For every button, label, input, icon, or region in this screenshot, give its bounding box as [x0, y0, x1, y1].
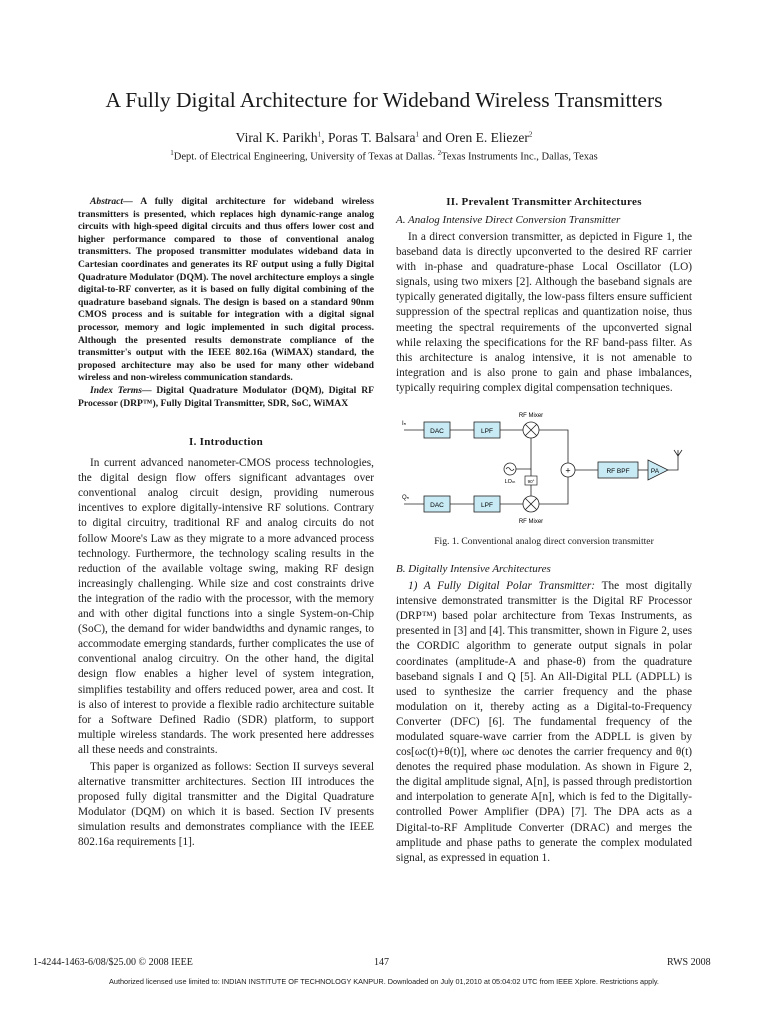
intro-paragraph-2: This paper is organized as follows: Section II surveys several alternative transmitter architectures. Section III introduces the proposed fully digital transmitter and the Digital Quadrature Modulator (DQM) on which it is based. Section IV presents simulation results and demonstrates compliance with the IEEE 802.16a requirements [1]. — [78, 760, 374, 849]
affiliation-dept: Dept. of Electrical Engineering, University of Texas at Dallas. — [173, 151, 438, 163]
author-separator: , — [321, 130, 328, 145]
signal-line — [539, 477, 568, 504]
rf-bpf-label: RF BPF — [606, 468, 630, 476]
q-input-label: Qₙ — [402, 495, 410, 502]
lpf-label-bottom: LPF — [481, 502, 493, 510]
phase-shift-label: 90° — [527, 479, 535, 485]
abstract-paragraph — [78, 196, 374, 385]
mixer-label-top: RF Mixer — [518, 413, 544, 420]
affiliation-marker: 1 — [317, 130, 322, 139]
affiliation-marker: 1 — [415, 130, 420, 139]
affiliation-marker: 2 — [437, 149, 442, 157]
abstract — [78, 196, 374, 410]
dac-label-bottom: DAC — [430, 502, 444, 510]
affiliation-company: Texas Instruments Inc., Dallas, Texas — [441, 151, 598, 163]
author-separator: and — [419, 130, 446, 145]
paper-title: A Fully Digital Architecture for Wideband Wireless Transmitters — [105, 88, 663, 112]
polar-paragraph — [396, 579, 692, 866]
lpf-label-top: LPF — [481, 428, 493, 436]
section-heading-introduction: I. Introduction — [189, 436, 263, 449]
block-diagram — [396, 408, 692, 530]
footer-copyright: 1-4244-1463-6/08/$25.00 © 2008 IEEE — [33, 957, 193, 968]
section-heading-architectures: II. Prevalent Transmitter Architectures — [446, 196, 642, 208]
intro-paragraph-1: In current advanced nanometer-CMOS process technologies, the digital design flow offers significant advantages over conventional analog circuit design, providing numerous incentives to explore digitally-intensive RF solutions. Contrary to digital circuitry, traditional RF and analog circuits do not follow Moore's Law as they migrate to a more advanced process technology. Furthermore, the technology scaling results in the reduction of the available voltage swing, making RF design increasingly challenging. While size and cost constraints drive the integration of the radio with the processor, with the memory and with other digital functions into a single System-on-Chip (SoC), the demand for wider bandwidths and dynamic ranges, to accommodate emerging standards, further complicates the use of conventional analog circuitry. On the other hand, the digital design flow enables a higher level of system integration, simplifies testability and offers reduced power, area and cost. It is also of interest to provide a flexible radio architecture suitable for a Software Defined Radio (SDR) platform, to support multiple wireless standards. The work presented here addresses all these needs and constraints. — [78, 457, 374, 756]
index-terms-text: — Digital Quadrature Modulator (DQM), Digital RF Processor (DRP™), Fully Digital Transmitter, SDR, SoC, WiMAX — [78, 384, 374, 409]
subsection-heading-analog: A. Analog Intensive Direct Conversion Transmitter — [396, 214, 621, 226]
antenna-icon — [674, 450, 682, 456]
summer-label: + — [565, 465, 571, 476]
dac-label-top: DAC — [430, 428, 444, 436]
antenna-feed — [668, 454, 678, 470]
footer-conference: RWS 2008 — [667, 957, 711, 968]
analog-paragraph: In a direct conversion transmitter, as depicted in Figure 1, the baseband data is directly upconverted to the desired RF carrier with in-phase and quadrature-phase Local Oscillator (LO) signals, using two mixers [2]. Although the baseband signals are typically generated digitally, the low-pass filters ensure sufficient suppression of the spectral replicas and quantization noise, thus meeting the spectral requirements of the upconverted signal while relaxing the specifications for the RF band-pass filter. As this architecture is analog intensive, it is not amenable to integration and is also prone to gain and phase imbalances, typically requiring complex digital compensation techniques. — [396, 231, 692, 394]
right-column — [396, 196, 692, 866]
subsection-heading-digital: B. Digitally Intensive Architectures — [396, 563, 551, 576]
index-terms — [78, 385, 374, 410]
footer-page-number: 147 — [374, 957, 389, 968]
affiliation-marker: 2 — [528, 130, 533, 139]
author-line — [0, 130, 768, 146]
abstract-label: Abstract — [90, 196, 124, 207]
lo-label: LOₘ — [504, 479, 516, 486]
polar-paragraph-label: 1) A Fully Digital Polar Transmitter: — [408, 580, 602, 593]
signal-line — [539, 430, 568, 463]
index-terms-label: Index Terms — [90, 384, 142, 396]
license-notice: Authorized licensed use limited to: INDIAN INSTITUTE OF TECHNOLOGY KANPUR. Downloaded on July 01,2010 at 05:04:02 UTC from IEEE Xplore. Restrictions apply. — [109, 977, 659, 986]
figure-1 — [396, 408, 692, 530]
figure-1-caption: Fig. 1. Conventional analog direct conversion transmitter — [434, 536, 654, 548]
abstract-text: — A fully digital architecture for wideband wireless transmitters is presented, which replaces high dynamic-range analog circuits with high-speed digital circuits and thus offers lower cost and higher performance compared to those of conventional analog transmitters. The proposed transmitter modulates wideband data in Cartesian coordinates and generates its RF output using a fully Digital Quadrature Modulator (DQM). The novel architecture employs a single digital-to-RF converter, as it is based on fully digital combining of the quadrature baseband signals. The design is based on a standard 90nm CMOS process and is suitable for integration with a digital signal processor, memory and logic implemented in such digital process. Although the presented results demonstrate compliance of the transmitter's output with the IEEE 802.16a (WiMAX) standard, the proposed architecture may also be used for many other wideband wireless and non-wireless communication standards. — [78, 196, 374, 384]
lo-line — [516, 438, 531, 469]
author-name: Poras T. Balsara — [327, 130, 416, 145]
pa-label: PA — [650, 468, 660, 476]
author-name: Oren E. Eliezer — [445, 130, 529, 145]
affiliation-line — [0, 149, 768, 163]
mixer-label-bottom: RF Mixer — [518, 519, 544, 526]
affiliation-marker: 1 — [170, 149, 174, 157]
polar-paragraph-text: The most digitally intensive demonstrated transmitter is the Digital RF Processor (DRP™) based polar architecture from Texas Instruments, as presented in [3] and [4]. This transmitter, shown in Figure 2, uses the CORDIC algorithm to generate output signals in polar coordinates (amplitude-A and phase-θ) from the quadrature baseband signals I and Q [5]. An All-Digital PLL (ADPLL) is used to synthesize the carrier frequency and the phase modulation on it, thereby acting as a Digital-to-Frequency Converter (DFC) [6]. The fundamental frequency of the modulated square-wave carrier from the ADPLL is given by cos[ωc(t)+θ(t)], where ωc denotes the carrier frequency and θ(t) denotes the required phase modulation. As shown in Figure 2, the digital amplitude signal, A[n], is passed through predistortion and interpolation to generate A[n], which is fed to the Digitally-controlled Power Amplifier (DPA) [7]. The DPA acts as a Digital-to-RF Amplitude Converter (DRAC) and merges the amplitude and phase paths to generate the complex modulated signal, as expressed in equation 1. — [396, 580, 692, 864]
left-column — [78, 196, 374, 851]
i-input-label: Iₙ — [402, 421, 407, 428]
author-name: Viral K. Parikh — [235, 130, 318, 145]
